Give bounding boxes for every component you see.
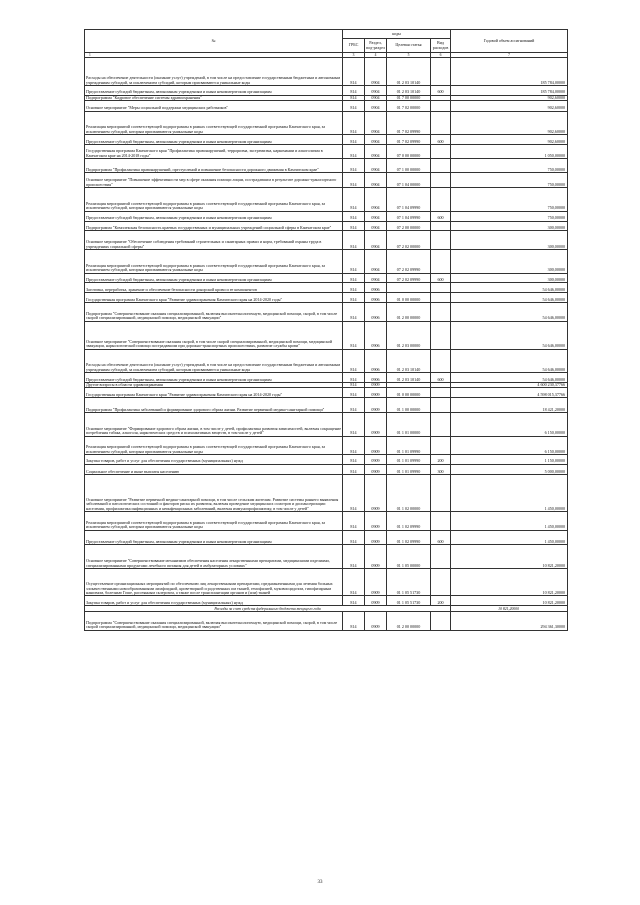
row-grbs: 814 — [343, 273, 365, 283]
index-cell: 3 — [343, 53, 365, 58]
row-grbs: 814 — [343, 144, 365, 158]
row-target-article: 01 1 02 00000 — [387, 475, 431, 512]
row-grbs: 814 — [343, 173, 365, 188]
row-grbs: 814 — [343, 58, 365, 86]
table-row — [85, 211, 568, 221]
table-row — [85, 349, 568, 373]
row-name: Реализация мероприятий соответствующей подпрограммы в рамках соответствующей государственной программы Камчатского края, за исключением субсидий, которым присваиваются уникальные коды — [85, 249, 343, 273]
row-expense-type — [431, 475, 451, 512]
row-name: Другие вопросы в области здравоохранения — [85, 382, 343, 387]
row-grbs: 814 — [343, 373, 365, 383]
table-row — [85, 612, 568, 631]
row-amount: 750,00000 — [451, 159, 568, 173]
row-grbs: 814 — [343, 398, 365, 413]
row-name: Реализация мероприятий соответствующей подпрограммы в рамках соответствующей государственной программы Камчатского края, за исключением субсидий, которым присваиваются уникальные коды — [85, 436, 343, 455]
row-expense-type: 600 — [431, 211, 451, 221]
row-section: 0909 — [365, 455, 387, 465]
row-name: Государственная программа Камчатского края "Развитие здравоохранения Камчатского края на 2014-2020 годы" — [85, 388, 343, 398]
row-section: 0906 — [365, 283, 387, 293]
row-target-article: 07 2 02 09990 — [387, 273, 431, 283]
row-grbs: 814 — [343, 249, 365, 273]
row-expense-type — [431, 221, 451, 231]
row-section: 0909 — [365, 382, 387, 387]
row-grbs: 814 — [343, 135, 365, 145]
row-name: Расходы на обеспечение деятельности (оказание услуг) учреждений, в том числе на предоставление государственным бюджетным и автономным учреждениям субсидий, за исключением субсидий, которым присваиваются уникальные коды — [85, 58, 343, 86]
row-amount: 300,00000 — [451, 231, 568, 250]
row-name: Предоставление субсидий бюджетным, автономным учреждениям и иным некоммерческим организациям — [85, 530, 343, 545]
row-section: 0904 — [365, 159, 387, 173]
row-amount: 902,60000 — [451, 95, 568, 100]
row-amount: 300,00000 — [451, 249, 568, 273]
row-amount: 902,60000 — [451, 111, 568, 135]
row-grbs: 814 — [343, 455, 365, 465]
row-expense-type: 600 — [431, 135, 451, 145]
row-section: 0904 — [365, 221, 387, 231]
row-grbs: 814 — [343, 293, 365, 303]
row-grbs: 814 — [343, 111, 365, 135]
row-expense-type: 600 — [431, 86, 451, 96]
table-row — [85, 173, 568, 188]
table-row — [85, 302, 568, 321]
row-target-article: 01 7 02 09990 — [387, 111, 431, 135]
row-section: 0904 — [365, 173, 387, 188]
table-row — [85, 373, 568, 383]
row-grbs: 814 — [343, 436, 365, 455]
row-name: Государственная программа Камчатского края "Развитие здравоохранения Камчатского края на 2014-2020 годы" — [85, 293, 343, 303]
row-grbs: 814 — [343, 101, 365, 111]
row-target-article: 01 1 02 09990 — [387, 512, 431, 531]
row-name: Реализация мероприятий соответствующей подпрограммы в рамках соответствующей государственной программы Камчатского края, за исключением субсидий, которым присваиваются уникальные коды — [85, 111, 343, 135]
row-name: Подпрограмма "Совершенствование оказания специализированной, включая высокотехнологичную, медицинской помощи, скорой, в том числе скорой специализированной, медицинской помощи, медицинской эвакуации" — [85, 302, 343, 321]
row-name: Закупка товаров, работ и услуг для обеспечения государственных (муниципальных) нужд — [85, 596, 343, 606]
table-row — [85, 101, 568, 111]
row-expense-type — [431, 512, 451, 531]
table-row — [85, 388, 568, 398]
row-amount: 1 150,00000 — [451, 455, 568, 465]
row-section: 0904 — [365, 249, 387, 273]
table-row — [85, 436, 568, 455]
row-amount: 1 450,00000 — [451, 512, 568, 531]
row-amount: 10 821,20000 — [451, 596, 568, 606]
row-expense-type — [431, 388, 451, 398]
row-target-article: 01 1 05 51730 — [387, 596, 431, 606]
row-expense-type — [431, 111, 451, 135]
table-row — [85, 545, 568, 569]
table-row — [85, 273, 568, 283]
row-section: 0904 — [365, 231, 387, 250]
row-grbs: 814 — [343, 512, 365, 531]
row-target-article: 07 0 00 00000 — [387, 144, 431, 158]
row-amount: 750,00000 — [451, 211, 568, 221]
row-amount: 1 450,00000 — [451, 475, 568, 512]
row-grbs: 814 — [343, 86, 365, 96]
row-grbs: 814 — [343, 530, 365, 545]
row-name: Предоставление субсидий бюджетным, автономным учреждениям и иным некоммерческим организациям — [85, 135, 343, 145]
row-amount: 10 821,20000 — [451, 545, 568, 569]
row-target-article: 01 1 05 51730 — [387, 569, 431, 596]
row-grbs: 814 — [343, 159, 365, 173]
row-grbs: 814 — [343, 221, 365, 231]
row-expense-type: 200 — [431, 455, 451, 465]
row-name: Основное мероприятие "Обеспечение соблюдения требований строительных и санитарных правил и норм, требований охраны труда в учреждениях социальной сферы" — [85, 231, 343, 250]
table-row — [85, 398, 568, 413]
row-grbs: 814 — [343, 321, 365, 349]
row-amount: 185 784,00000 — [451, 58, 568, 86]
row-section: 0909 — [365, 436, 387, 455]
row-amount: 902,60000 — [451, 101, 568, 111]
row-name: Закупка товаров, работ и услуг для обеспечения государственных (муниципальных) нужд — [85, 455, 343, 465]
row-amount: 6 150,00000 — [451, 412, 568, 436]
table-row — [85, 412, 568, 436]
row-grbs: 814 — [343, 349, 365, 373]
row-section: 0904 — [365, 273, 387, 283]
row-expense-type — [431, 302, 451, 321]
header-target-article: Целевая статья — [387, 39, 431, 53]
row-target-article: 01 2 03 10140 — [387, 373, 431, 383]
table-row — [85, 249, 568, 273]
row-name: Подпрограмма "Совершенствование оказания специализированной, включая высокотехнологичную, медицинской помощи, скорой, в том числе скорой специализированной, медицинской помощи, медицинской эвакуации" — [85, 612, 343, 631]
row-section: 0909 — [365, 545, 387, 569]
budget-table — [84, 29, 568, 631]
row-target-article: 01 1 02 09990 — [387, 530, 431, 545]
row-target-article: 01 1 01 00000 — [387, 412, 431, 436]
row-expense-type — [431, 231, 451, 250]
row-target-article: 01 7 02 00000 — [387, 101, 431, 111]
row-target-article: 01 7 00 00000 — [387, 95, 431, 100]
row-target-article: 07 1 00 00000 — [387, 159, 431, 173]
table-row — [85, 530, 568, 545]
row-expense-type — [431, 283, 451, 293]
row-expense-type — [431, 612, 451, 631]
table-row — [85, 455, 568, 465]
row-target-article — [387, 283, 431, 293]
row-name: Подпрограмма "Профилактика правонарушений, преступлений и повышение безопасности дорожного движения в Камчатском крае" — [85, 159, 343, 173]
row-section: 0906 — [365, 293, 387, 303]
row-name: Предоставление субсидий бюджетным, автономным учреждениям и иным некоммерческим организациям — [85, 211, 343, 221]
row-name: Предоставление субсидий бюджетным, автономным учреждениям и иным некоммерческим организациям — [85, 373, 343, 383]
row-section: 0906 — [365, 373, 387, 383]
row-amount: 54 646,00000 — [451, 283, 568, 293]
header-number: № — [85, 30, 343, 53]
row-target-article: 01 1 01 09990 — [387, 436, 431, 455]
row-amount: 294 361,30000 — [451, 612, 568, 631]
row-expense-type — [431, 144, 451, 158]
row-section: 0909 — [365, 475, 387, 512]
table-row — [85, 159, 568, 173]
row-section: 0904 — [365, 58, 387, 86]
row-section: 0904 — [365, 188, 387, 212]
row-amount: 750,00000 — [451, 188, 568, 212]
table-row — [85, 111, 568, 135]
table-row — [85, 569, 568, 596]
row-expense-type — [431, 569, 451, 596]
index-cell: 1 — [85, 53, 343, 58]
row-target-article: 01 1 01 09990 — [387, 455, 431, 465]
row-target-article: 01 1 01 09990 — [387, 464, 431, 474]
row-name: Социальное обеспечение и иные выплаты населению — [85, 464, 343, 474]
table-row — [85, 86, 568, 96]
row-grbs: 814 — [343, 382, 365, 387]
row-target-article: 01 0 00 00000 — [387, 388, 431, 398]
row-section: 0906 — [365, 349, 387, 373]
row-section: 0909 — [365, 412, 387, 436]
row-section: 0909 — [365, 612, 387, 631]
row-amount: 6 150,00000 — [451, 436, 568, 455]
table-row — [85, 596, 568, 606]
row-amount: 1 050,00000 — [451, 144, 568, 158]
row-expense-type — [431, 159, 451, 173]
table-row — [85, 464, 568, 474]
index-cell: 6 — [431, 53, 451, 58]
row-section: 0904 — [365, 95, 387, 100]
table-row — [85, 512, 568, 531]
row-grbs: 814 — [343, 95, 365, 100]
row-section: 0904 — [365, 101, 387, 111]
row-target-article: 07 2 00 00000 — [387, 221, 431, 231]
row-target-article: 01 0 00 00000 — [387, 293, 431, 303]
row-name: Подпрограмма "Профилактика заболеваний и формирование здорового образа жизни. Развитие первичной медико-санитарной помощи" — [85, 398, 343, 413]
row-name: Подпрограмма "Комплексная безопасность краевых государственных и муниципальных учреждений социальной сферы в Камчатском крае" — [85, 221, 343, 231]
row-expense-type — [431, 58, 451, 86]
row-section: 0904 — [365, 135, 387, 145]
row-section: 0904 — [365, 211, 387, 221]
row-amount: 54 646,00000 — [451, 321, 568, 349]
index-cell: 4 — [365, 53, 387, 58]
row-expense-type — [431, 173, 451, 188]
row-target-article: 07 2 02 09990 — [387, 249, 431, 273]
table-row — [85, 135, 568, 145]
header-grbs: ГРБС — [343, 39, 365, 53]
row-target-article: 01 2 03 10140 — [387, 86, 431, 96]
row-expense-type — [431, 436, 451, 455]
row-section: 0906 — [365, 321, 387, 349]
table-row — [85, 231, 568, 250]
row-name: Подпрограмма "Кадровое обеспечение системы здравоохранения" — [85, 95, 343, 100]
row-target-article: 01 2 00 00000 — [387, 612, 431, 631]
row-amount: 18 421,20000 — [451, 398, 568, 413]
row-expense-type: 300 — [431, 464, 451, 474]
table-row — [85, 188, 568, 212]
row-amount: 4 600 230,37766 — [451, 382, 568, 387]
row-grbs: 814 — [343, 388, 365, 398]
header-section: Раздел, под-раздел — [365, 39, 387, 53]
header-codes: коды — [343, 30, 451, 39]
row-section: 0906 — [365, 302, 387, 321]
row-grbs: 814 — [343, 412, 365, 436]
row-grbs: 814 — [343, 569, 365, 596]
row-amount: 4 598 015,37766 — [451, 388, 568, 398]
index-cell: 5 — [387, 53, 431, 58]
row-expense-type — [431, 545, 451, 569]
row-target-article: 01 2 03 10140 — [387, 349, 431, 373]
table-row — [85, 321, 568, 349]
note-amount: 10 821,20000 — [451, 606, 568, 612]
row-amount: 300,00000 — [451, 273, 568, 283]
row-name: Основное мероприятие "Совершенствование оказания скорой, в том числе скорой специализированной, медицинской помощи, медицинской эвакуации, наркологической помощи пострадавшим при дорожно-транспортных происшествиях, развитие службы крови" — [85, 321, 343, 349]
row-expense-type: 200 — [431, 596, 451, 606]
row-name: Основное мероприятие "Формирование здорового образа жизни, в том числе у детей, профилактика развития зависимостей, включая сокращение потребления табака, алкоголя, наркотических средств и психоактивных веществ, в том числе у детей" — [85, 412, 343, 436]
row-target-article: 01 7 02 09990 — [387, 135, 431, 145]
row-amount: 10 821,20000 — [451, 569, 568, 596]
row-section: 0904 — [365, 111, 387, 135]
row-amount: 902,60000 — [451, 135, 568, 145]
table-body — [85, 53, 568, 631]
row-name: Предоставление субсидий бюджетным, автономным учреждениям и иным некоммерческим организациям — [85, 86, 343, 96]
row-section: 0904 — [365, 144, 387, 158]
row-section: 0909 — [365, 512, 387, 531]
index-cell: 7 — [451, 53, 568, 58]
row-expense-type — [431, 321, 451, 349]
table-row — [85, 58, 568, 86]
row-target-article: 01 1 00 00000 — [387, 398, 431, 413]
row-expense-type — [431, 293, 451, 303]
row-expense-type — [431, 249, 451, 273]
row-section: 0909 — [365, 569, 387, 596]
row-section: 0909 — [365, 398, 387, 413]
row-expense-type — [431, 398, 451, 413]
row-section: 0909 — [365, 388, 387, 398]
row-amount: 5 000,00000 — [451, 464, 568, 474]
row-target-article: 01 2 00 00000 — [387, 302, 431, 321]
row-amount: 54 646,00000 — [451, 302, 568, 321]
row-grbs: 814 — [343, 596, 365, 606]
row-section: 0909 — [365, 596, 387, 606]
page-number: 33 — [317, 880, 323, 885]
table-row — [85, 475, 568, 512]
row-target-article: 07 1 04 00000 — [387, 173, 431, 188]
row-grbs: 814 — [343, 211, 365, 221]
row-target-article: 07 1 04 09990 — [387, 211, 431, 221]
row-target-article: 07 1 04 09990 — [387, 188, 431, 212]
row-target-article: 01 2 03 00000 — [387, 321, 431, 349]
row-amount: 750,00000 — [451, 173, 568, 188]
row-name: Осуществление организационных мероприятий по обеспечению лиц лекарственными препаратами, предназначенными для лечения больных злокачественными новообразованиями лимфоидной, кроветворной и родственных им тканей, гемофилией, муковисцидозом, гипофизарным нанизмом, болезнью Гоше, рассеянным склерозом, а также после трансплантации органов и (или) тканей — [85, 569, 343, 596]
row-name: Заготовка, переработка, хранение и обеспечение безопасности донорской крови и ее компонентов — [85, 283, 343, 293]
row-expense-type — [431, 412, 451, 436]
row-grbs: 814 — [343, 464, 365, 474]
row-section: 0909 — [365, 530, 387, 545]
note-text: Расходы за счет средств федерального бюджета текущего года — [85, 606, 451, 612]
row-name: Реализация мероприятий соответствующей подпрограммы в рамках соответствующей государственной программы Камчатского края, за исключением субсидий, которым присваиваются уникальные коды — [85, 512, 343, 531]
row-name: Расходы на обеспечение деятельности (оказание услуг) учреждений, в том числе на предоставление государственным бюджетным и автономным учреждениям субсидий, за исключением субсидий, которым присваиваются уникальные коды — [85, 349, 343, 373]
header-annual-amount: Годовой объем ассигнований — [451, 30, 568, 53]
row-section: 0909 — [365, 464, 387, 474]
row-amount: 1 450,00000 — [451, 530, 568, 545]
row-section: 0904 — [365, 86, 387, 96]
row-name: Основное мероприятие "Развитие первичной медико-санитарной помощи, в том числе сельским жителям. Развитие системы раннего выявления заболеваний и патологических состояний и факторов риска их развития, включая проведение медицинских осмотров и диспансеризации населения, профилактика инфекционных и неинфекционных заболеваний, включая иммунопрофилактику, в том числе у детей" — [85, 475, 343, 512]
table-row — [85, 283, 568, 293]
budget-table-page — [84, 29, 567, 631]
row-name: Реализация мероприятий соответствующей подпрограммы в рамках соответствующей государственной программы Камчатского края, за исключением субсидий, которым присваиваются уникальные коды — [85, 188, 343, 212]
row-expense-type: 600 — [431, 273, 451, 283]
row-grbs: 814 — [343, 545, 365, 569]
row-expense-type: 600 — [431, 530, 451, 545]
row-expense-type — [431, 349, 451, 373]
header-expense-type: Вид расходов — [431, 39, 451, 53]
row-name: Государственная программа Камчатского края "Профилактика правонарушений, терроризма, экстремизма, наркомании и алкоголизма в Камчатском крае на 2014-2018 годы" — [85, 144, 343, 158]
row-target-article: 07 2 02 00000 — [387, 231, 431, 250]
table-row — [85, 144, 568, 158]
row-target-article: 01 2 03 10140 — [387, 58, 431, 86]
table-row — [85, 293, 568, 303]
row-name: Предоставление субсидий бюджетным, автономным учреждениям и иным некоммерческим организациям — [85, 273, 343, 283]
row-name: Основное мероприятие "Повышение эффективности мер в сфере оказания помощи лицам, пострадавшим в результате дорожно-транспортного происшествия" — [85, 173, 343, 188]
row-grbs: 814 — [343, 188, 365, 212]
row-name: Основное мероприятие "Меры социальной поддержки медицинских работников" — [85, 101, 343, 111]
row-amount: 54 646,00000 — [451, 373, 568, 383]
row-amount: 185 784,00000 — [451, 86, 568, 96]
row-amount: 54 646,00000 — [451, 349, 568, 373]
row-grbs: 814 — [343, 283, 365, 293]
table-row — [85, 221, 568, 231]
row-grbs: 814 — [343, 612, 365, 631]
row-target-article: 01 1 05 00000 — [387, 545, 431, 569]
row-grbs: 814 — [343, 475, 365, 512]
row-expense-type — [431, 101, 451, 111]
row-amount: 54 646,00000 — [451, 293, 568, 303]
row-grbs: 814 — [343, 231, 365, 250]
row-expense-type: 600 — [431, 373, 451, 383]
row-name: Основное мероприятие "Совершенствование механизмов обеспечения населения лекарственными препаратами, медицинскими изделиями, специализированными продуктами лечебного питания для детей в амбулаторных условиях" — [85, 545, 343, 569]
row-expense-type — [431, 188, 451, 212]
row-amount: 300,00000 — [451, 221, 568, 231]
row-grbs: 814 — [343, 302, 365, 321]
